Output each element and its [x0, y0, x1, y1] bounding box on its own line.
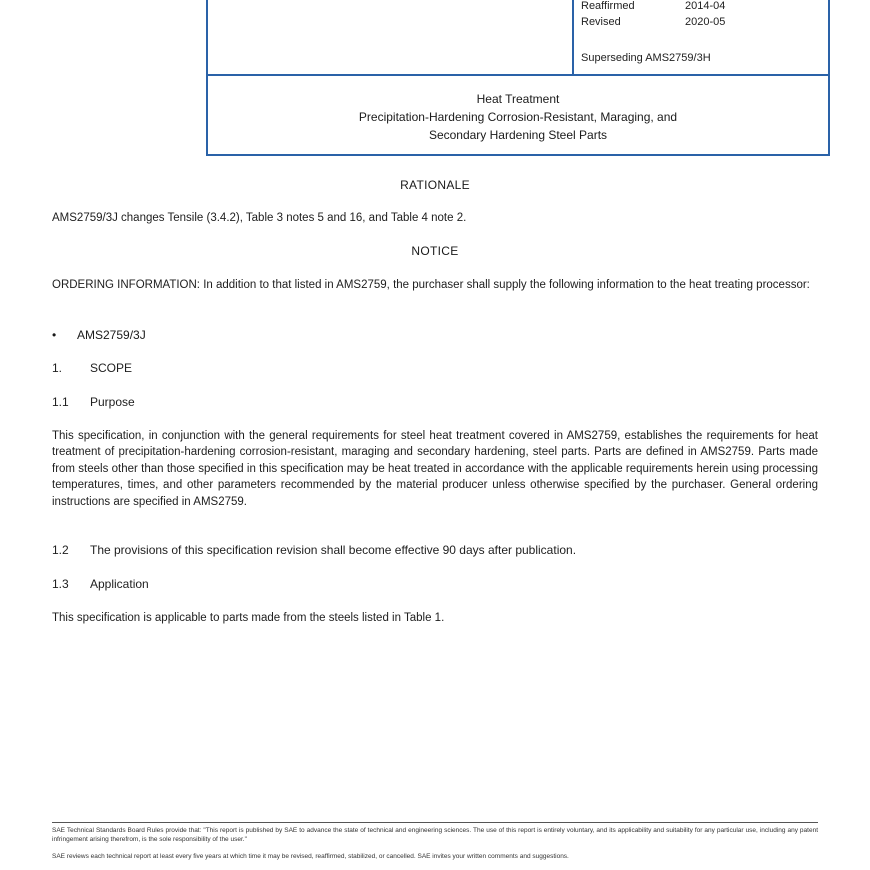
title-line-3: Secondary Hardening Steel Parts — [428, 128, 608, 142]
section-effective-statement — [52, 543, 576, 557]
section-number: 1.1 — [52, 395, 69, 409]
section-number: 1.3 — [52, 577, 69, 591]
purpose-paragraph: This specification, in conjunction with the general requirements for steel heat treatment covered in AMS2759, establishes the requirements for heat treatment of precipitation-hardening corrosion-resistant, maraging and secondary hardening, steel parts. Parts are defined in AMS2759. Parts made from steels other than those specified in this specification may be heat treated in accordance with the applicable requirements herein using processing temperatures, times, and other parameters recommended by the material producer unless otherwise specified by the purchaser. General ordering instructions are specified in AMS2759. — [52, 430, 818, 508]
header-top-section — [208, 0, 828, 76]
header-divider — [572, 0, 574, 74]
bullet-text: AMS2759/3J — [77, 328, 146, 342]
title-line-2: Precipitation-Hardening Corrosion-Resistant, Maraging, and — [358, 110, 678, 124]
document-header-box — [206, 0, 830, 156]
section-number: 1. — [52, 361, 63, 375]
title-line-1: Heat Treatment — [476, 92, 560, 106]
revised-row — [581, 16, 725, 28]
section-label: The provisions of this specification revision shall become effective 90 days after publication. — [90, 543, 577, 557]
section-number: 1.2 — [52, 543, 69, 557]
section-label: Application — [90, 577, 149, 591]
section-application-heading — [52, 577, 149, 591]
footer-divider — [52, 822, 818, 823]
revised-label: Revised — [581, 16, 621, 28]
section-label: Purpose — [90, 395, 135, 409]
section-purpose-heading — [52, 395, 135, 409]
section-scope-heading — [52, 361, 132, 375]
footer-rules-text: SAE Technical Standards Board Rules provide that: "This report is published by SAE to advance the state of technical and engineering sciences. The use of this report is entirely voluntary, and its applicability and suitability for any particular use, including any patent infringement arising therefrom, is the sole responsibility of the user." — [52, 827, 818, 843]
application-paragraph: This specification is applicable to parts made from the steels listed in Table 1. — [52, 612, 445, 624]
ordering-information-text: ORDERING INFORMATION: In addition to that listed in AMS2759, the purchaser shall supply the following information to the heat treating processor: — [52, 279, 810, 291]
reaffirmed-value: 2014-04 — [685, 0, 726, 12]
rationale-heading: RATIONALE — [400, 178, 470, 192]
reaffirmed-label: Reaffirmed — [581, 0, 635, 12]
reaffirmed-row — [581, 0, 725, 12]
bullet-icon: • — [52, 328, 57, 342]
superseding-note: Superseding AMS2759/3H — [581, 52, 711, 64]
revised-value: 2020-05 — [685, 16, 726, 28]
rationale-text: AMS2759/3J changes Tensile (3.4.2), Table 3 notes 5 and 16, and Table 4 note 2. — [52, 212, 467, 224]
section-label: SCOPE — [90, 361, 133, 375]
footer-review-text: SAE reviews each technical report at least every five years at which time it may be revised, reaffirmed, stabilized, or cancelled. SAE invites your written comments and suggestions. — [52, 853, 569, 860]
document-title — [208, 90, 828, 144]
notice-heading: NOTICE — [411, 244, 459, 258]
ordering-bullet-item — [52, 328, 146, 342]
